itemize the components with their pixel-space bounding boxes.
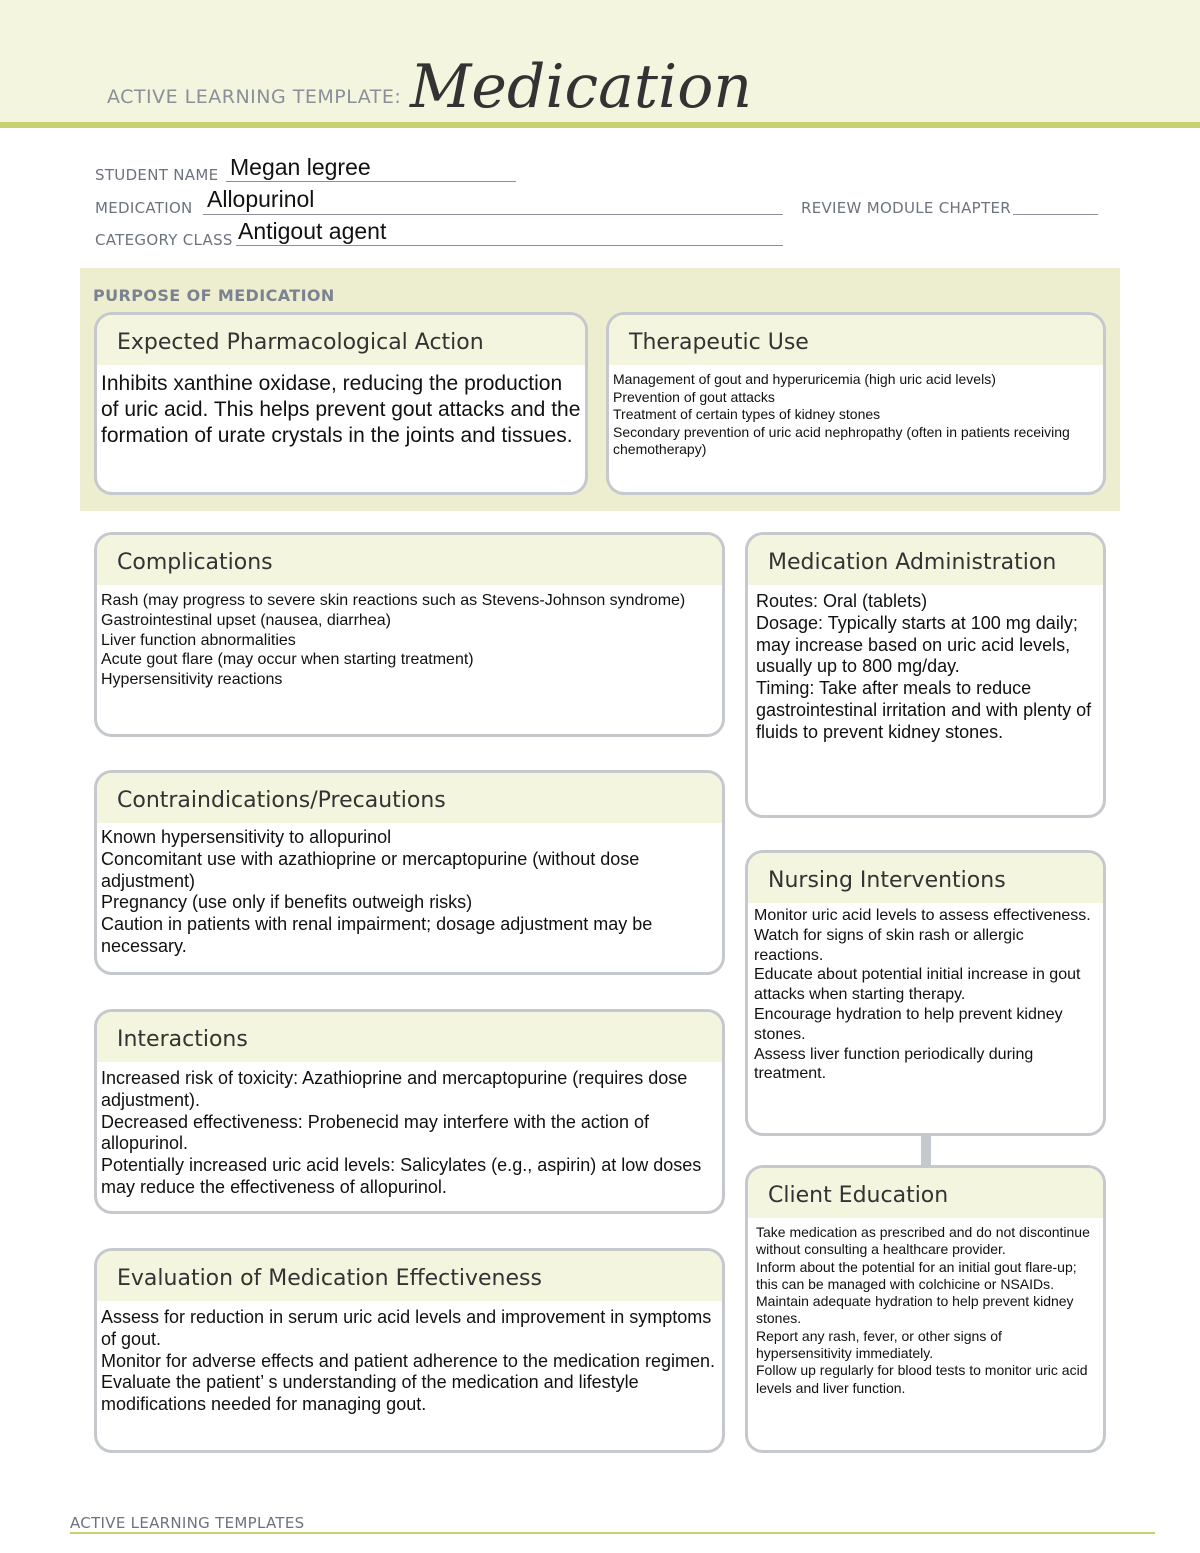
evaluation-card [94, 1248, 725, 1453]
evaluation-text[interactable] [97, 1301, 722, 1416]
client-education-text[interactable] [748, 1218, 1103, 1397]
medication-label: MEDICATION [95, 199, 193, 217]
list-item: Pregnancy (use only if benefits outweigh risks) [101, 892, 473, 913]
list-item: Evaluate the patient’ s understanding of the medication and lifestyle modifications needed for managing gout. [101, 1372, 639, 1415]
expected-action-text[interactable]: Inhibits xanthine oxidase, reducing the production of uric acid. This helps prevent gout attacks and the formation of urate crystals in the joints and tissues. [101, 372, 581, 447]
list-item: Report any rash, fever, or other signs of hypersensitivity immediately. [756, 1327, 1002, 1362]
list-item: Concomitant use with azathioprine or mercaptopurine (without dose adjustment) [101, 848, 640, 891]
interactions-text[interactable] [97, 1062, 722, 1199]
student-name-line [226, 181, 516, 182]
list-item: Dosage: Typically starts at 100 mg daily; may increase based on uric acid levels, usually up to 800 mg/day. [756, 612, 1078, 677]
list-item: Gastrointestinal upset (nausea, diarrhea) [101, 611, 391, 629]
list-item: Encourage hydration to help prevent kidney stones. [754, 1005, 1063, 1043]
footer-rule [70, 1532, 1155, 1534]
list-item: Timing: Take after meals to reduce gastrointestinal irritation and with plenty of fluids to prevent kidney stones. [756, 678, 1092, 742]
list-item: Rash (may progress to severe skin reactions such as Stevens-Johnson syndrome) [101, 592, 686, 609]
header-rule [0, 122, 1200, 128]
list-item: Acute gout flare (may occur when starting treatment) [101, 651, 474, 669]
list-item: Inform about the potential for an initial gout flare-up; this can be managed with colchicine or NSAIDs. [756, 1258, 1077, 1292]
category-class-label: CATEGORY CLASS [95, 231, 233, 249]
contraindications-card [94, 770, 725, 975]
administration-text[interactable] [748, 585, 1103, 744]
list-item: Maintain adequate hydration to help prevent kidney stones. [756, 1293, 1074, 1327]
list-item: Take medication as prescribed and do not discontinue without consulting a healthcare provider. [756, 1224, 1090, 1258]
footer-label: ACTIVE LEARNING TEMPLATES [70, 1514, 305, 1532]
therapeutic-use-card [606, 312, 1106, 495]
list-item: Management of gout and hyperuricemia (high uric acid levels) [613, 371, 996, 387]
student-name-label: STUDENT NAME [95, 166, 219, 184]
therapeutic-use-text[interactable] [609, 365, 1103, 459]
review-module-line[interactable] [1013, 214, 1098, 215]
category-class-value[interactable]: Antigout agent [238, 218, 387, 244]
list-item: Educate about potential initial increase in gout attacks when starting therapy. [754, 966, 1081, 1004]
nursing-interventions-title: Nursing Interventions [748, 853, 1103, 903]
complications-card [94, 532, 725, 737]
list-item: Decreased effectiveness: Probenecid may interfere with the action of allopurinol. [101, 1111, 649, 1154]
nursing-interventions-card [745, 850, 1106, 1136]
client-education-card [745, 1165, 1106, 1453]
list-item: Monitor uric acid levels to assess effectiveness. [754, 907, 1091, 924]
list-item: Known hypersensitivity to allopurinol [101, 827, 392, 847]
review-module-label: REVIEW MODULE CHAPTER [801, 199, 1011, 217]
list-item: Liver function abnormalities [101, 631, 296, 649]
therapeutic-use-title: Therapeutic Use [609, 315, 1103, 365]
card-connector [921, 1134, 931, 1166]
list-item: Assess liver function periodically during treatment. [754, 1045, 1034, 1083]
complications-text[interactable] [97, 585, 722, 690]
template-label: ACTIVE LEARNING TEMPLATE: [107, 86, 402, 108]
medication-value[interactable]: Allopurinol [207, 186, 315, 212]
purpose-title: PURPOSE OF MEDICATION [93, 286, 335, 305]
list-item: Increased risk of toxicity: Azathioprine and mercaptopurine (requires dose adjustment). [101, 1068, 688, 1110]
list-item: Routes: Oral (tablets) [756, 591, 928, 611]
expected-action-title: Expected Pharmacological Action [97, 315, 585, 365]
contraindications-text[interactable] [97, 823, 722, 958]
expected-action-card [94, 312, 588, 495]
complications-title: Complications [97, 535, 722, 585]
nursing-interventions-text[interactable] [748, 903, 1103, 1084]
category-class-line [236, 245, 783, 246]
template-title: Medication [410, 52, 752, 122]
list-item: Follow up regularly for blood tests to monitor uric acid levels and liver function. [756, 1362, 1088, 1396]
list-item: Secondary prevention of uric acid nephropathy (often in patients receiving chemotherapy) [613, 423, 1070, 457]
list-item: Assess for reduction in serum uric acid levels and improvement in symptoms of gout. [101, 1307, 712, 1349]
list-item: Caution in patients with renal impairment; dosage adjustment may be necessary. [101, 914, 653, 956]
list-item: Treatment of certain types of kidney stones [613, 406, 881, 422]
interactions-card [94, 1009, 725, 1214]
list-item: Watch for signs of skin rash or allergic reactions. [754, 926, 1024, 964]
administration-title: Medication Administration [748, 535, 1103, 585]
student-name-value[interactable]: Megan legree [230, 154, 371, 180]
contraindications-title: Contraindications/Precautions [97, 773, 722, 823]
list-item: Hypersensitivity reactions [101, 671, 283, 689]
list-item: Potentially increased uric acid levels: Salicylates (e.g., aspirin) at low doses may reduce the effectiveness of allopurinol. [101, 1155, 702, 1197]
interactions-title: Interactions [97, 1012, 722, 1062]
evaluation-title: Evaluation of Medication Effectiveness [97, 1251, 722, 1301]
administration-card [745, 532, 1106, 818]
list-item: Monitor for adverse effects and patient adherence to the medication regimen. [101, 1350, 716, 1371]
client-education-title: Client Education [748, 1168, 1103, 1218]
medication-line [203, 214, 783, 215]
list-item: Prevention of gout attacks [613, 388, 775, 405]
